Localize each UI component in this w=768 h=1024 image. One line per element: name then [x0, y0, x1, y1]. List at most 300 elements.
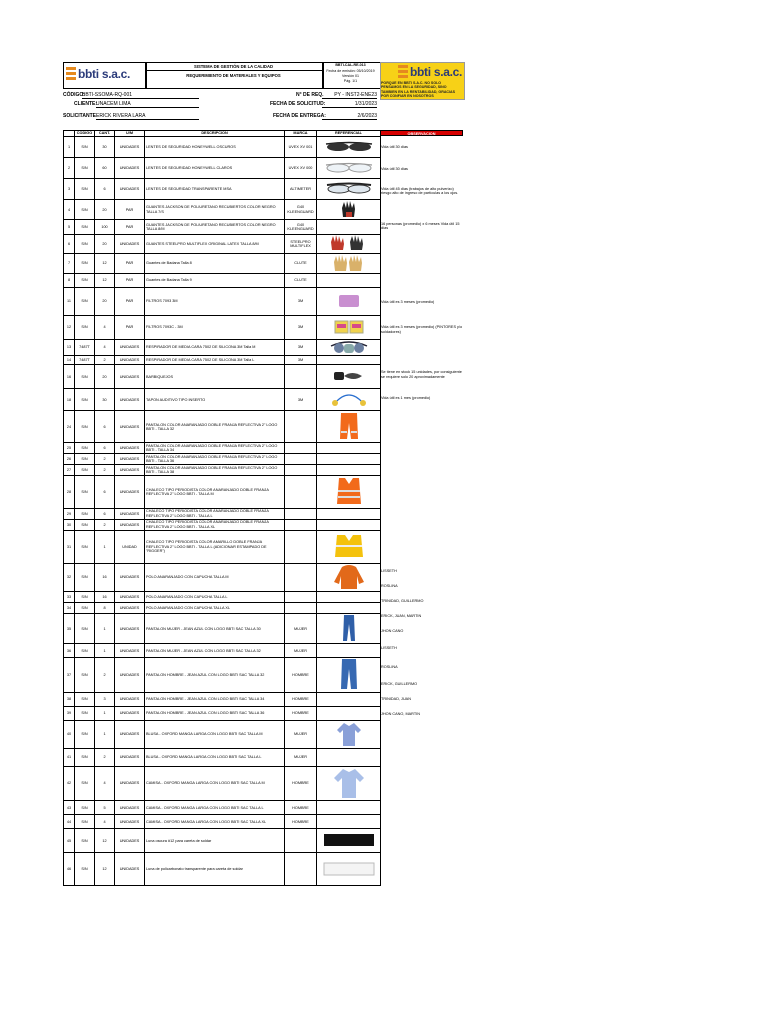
- row-number: 14: [64, 356, 75, 365]
- row-number: 8: [64, 273, 75, 287]
- row-codigo: S/N: [75, 720, 95, 748]
- row-codigo: S/N: [75, 389, 95, 411]
- system-title: SISTEMA DE GESTIÓN DE LA CALIDAD: [193, 64, 274, 69]
- table-row: [64, 748, 381, 766]
- row-descripcion: POLO ANARANJADO CON CAPUCHA TALLA L: [145, 592, 285, 603]
- row-observacion: [380, 722, 463, 747]
- col-header-cant: CANT.: [95, 131, 115, 137]
- row-marca: [285, 454, 317, 465]
- row-codigo: S/N: [75, 706, 95, 720]
- row-descripcion: PANTALON HOMBRE - JEAN AZUL CON LOGO BBTI SAC TALLA 32: [145, 658, 285, 692]
- row-descripcion: CAMISA - OXFORD MANGA LARGA CON LOGO BBTI SAC TALLA L: [145, 801, 285, 815]
- row-number: 31: [64, 530, 75, 563]
- row-descripcion: FILTROS 7093C - 3M: [145, 315, 285, 339]
- row-number: 35: [64, 614, 75, 644]
- row-referencial: [317, 443, 381, 454]
- chinstrap-icon: [332, 368, 366, 385]
- row-codigo: S/N: [75, 137, 95, 158]
- row-observacion: ERICK, JUAN, MARTIN: [381, 614, 422, 619]
- row-observacion: TRINIDAD, GUILLERMO: [381, 599, 424, 604]
- row-observacion: [380, 253, 463, 273]
- row-number: 13: [64, 339, 75, 355]
- row-cantidad: 5: [95, 801, 115, 815]
- row-marca: HOMBRE: [285, 801, 317, 815]
- row-marca: 3M: [285, 287, 317, 315]
- table-row: [64, 315, 381, 339]
- row-descripcion: RESPIRADOR DE MEDIA CARA 7502 DE SILICONA 3M Talla M: [145, 339, 285, 355]
- company-logo-left: bbti s.a.c.: [66, 67, 130, 81]
- row-observacion: [380, 352, 463, 362]
- table-row: [64, 658, 381, 692]
- row-marca: [285, 443, 317, 454]
- row-cantidad: 2: [95, 356, 115, 365]
- row-number: 34: [64, 603, 75, 614]
- row-unidad: PAR: [115, 273, 145, 287]
- doc-version: Versión 01: [342, 74, 359, 78]
- row-number: 3: [64, 179, 75, 200]
- table-row: [64, 692, 381, 706]
- slogan-text: PORQUE EN BBTI S.A.C. NO SOLO PENSAMOS EN LA SEGURIDAD, SINO TAMBIEN EN LA RENTABILIDAD, GRACIAS POR CONFIAR EN NOSOTROS: [381, 81, 456, 99]
- logo-mark-icon: [66, 67, 76, 81]
- row-codigo: S/N: [75, 200, 95, 220]
- row-referencial: [317, 158, 381, 179]
- row-codigo: S/N: [75, 766, 95, 800]
- table-row: [64, 829, 381, 853]
- row-unidad: UNIDADES: [115, 476, 145, 508]
- table-row: [64, 339, 381, 355]
- row-marca: UVEX XV 001: [285, 137, 317, 158]
- row-unidad: PAR: [115, 315, 145, 339]
- row-descripcion: BARBIQUEJOS: [145, 365, 285, 389]
- row-number: 27: [64, 465, 75, 476]
- row-observacion: ROSLINA: [381, 665, 398, 670]
- row-unidad: UNIDADES: [115, 815, 145, 829]
- row-codigo: S/N: [75, 801, 95, 815]
- row-descripcion: BLUSA - OXFORD MANGA LARGA CON LOGO BBTI SAC TALLA L: [145, 748, 285, 766]
- col-header-um: U/M: [115, 131, 145, 137]
- earplug-icon: [331, 391, 367, 408]
- row-unidad: UNIDADES: [115, 592, 145, 603]
- row-descripcion: RESPIRADOR DE MEDIA CARA 7502 DE SILICONA 3M Talla L: [145, 356, 285, 365]
- row-descripcion: LENTES DE SEGURIDAD HONEYWELL CLAROS: [145, 158, 285, 179]
- row-referencial: [317, 853, 381, 886]
- row-referencial: [317, 235, 381, 253]
- glove-red-icon: [329, 235, 369, 252]
- doc-title: REQUERIMIENTO DE MATERIALES Y EQUIPOS: [186, 73, 281, 78]
- row-descripcion: GUANTES JACKSON DE POLIURETANO RECUBIERTOS COLOR NEGRO TALLA 8/M: [145, 220, 285, 235]
- row-observacion: [380, 410, 463, 422]
- row-referencial: [317, 748, 381, 766]
- row-number: 40: [64, 720, 75, 748]
- row-observacion: LISSETH: [381, 646, 397, 651]
- row-referencial: [317, 766, 381, 800]
- row-codigo: S/N: [75, 530, 95, 563]
- row-cantidad: 12: [95, 853, 115, 886]
- row-codigo: S/N: [75, 287, 95, 315]
- hoodie-icon: [332, 564, 366, 591]
- observacion-column: [380, 136, 463, 781]
- row-referencial: [317, 411, 381, 443]
- row-descripcion: POLO ANARANJADO CON CAPUCHA TALLA M: [145, 563, 285, 591]
- cliente-value: UNACEM LIMA: [96, 101, 199, 108]
- row-number: 46: [64, 853, 75, 886]
- row-number: 25: [64, 443, 75, 454]
- row-unidad: UNIDADES: [115, 614, 145, 644]
- row-codigo: S/N: [75, 465, 95, 476]
- row-cantidad: 2: [95, 748, 115, 766]
- filter-pink-icon: [338, 294, 360, 309]
- row-cantidad: 12: [95, 253, 115, 273]
- table-row: [64, 530, 381, 563]
- requirements-table: [63, 130, 381, 886]
- pants-orange-icon: [338, 411, 360, 442]
- row-descripcion: CAMISA - OXFORD MANGA LARGA CON LOGO BBTI SAC TALLA M: [145, 766, 285, 800]
- row-marca: CLUTE: [285, 273, 317, 287]
- row-cantidad: 1: [95, 530, 115, 563]
- row-marca: HOMBRE: [285, 692, 317, 706]
- table-row: [64, 200, 381, 220]
- row-descripcion: CHALECO TIPO PERIODISTA COLOR ANARANJADO DOBLE FRANJA REFLECTIVA 2" LOGO BBTI - TALLA M: [145, 476, 285, 508]
- row-codigo: S/N: [75, 454, 95, 465]
- row-cantidad: 2: [95, 519, 115, 530]
- row-number: 29: [64, 508, 75, 519]
- row-observacion: ERICK, GUILLERMO: [381, 682, 418, 687]
- row-number: 1: [64, 137, 75, 158]
- doc-date: Fecha de emisión: 05/10/2019: [326, 69, 375, 73]
- row-unidad: UNIDADES: [115, 235, 145, 253]
- row-codigo: S/N: [75, 815, 95, 829]
- row-number: 39: [64, 706, 75, 720]
- row-descripcion: PANTALON COLOR ANARANJADO DOBLE FRANJA REFLECTIVA 2" LOGO BBTI - TALLA 34: [145, 443, 285, 454]
- filter-cart-icon: [334, 319, 364, 336]
- row-unidad: UNIDADES: [115, 519, 145, 530]
- row-number: 5: [64, 220, 75, 235]
- row-referencial: [317, 287, 381, 315]
- lens-clear-icon: [323, 861, 375, 878]
- row-marca: [285, 476, 317, 508]
- row-referencial: [317, 454, 381, 465]
- row-observacion: Se tiene en stock 15 unidades, por consiguiente se requiere solo 20 aproximadamente: [381, 370, 462, 379]
- row-codigo: S/N: [75, 508, 95, 519]
- row-marca: MUJER: [285, 720, 317, 748]
- row-descripcion: PANTALON COLOR ANARANJADO DOBLE FRANJA REFLECTIVA 2" LOGO BBTI - TALLA 38: [145, 465, 285, 476]
- lens-dark-icon: [323, 832, 375, 849]
- row-cantidad: 1: [95, 720, 115, 748]
- table-row: [64, 603, 381, 614]
- row-number: 2: [64, 158, 75, 179]
- row-number: 43: [64, 801, 75, 815]
- table-row: [64, 766, 381, 800]
- row-marca: [285, 592, 317, 603]
- row-referencial: [317, 658, 381, 692]
- row-codigo: S/N: [75, 829, 95, 853]
- row-cantidad: 20: [95, 200, 115, 220]
- row-marca: [285, 365, 317, 389]
- row-cantidad: 20: [95, 365, 115, 389]
- row-observacion: Vida útil 30 días: [381, 144, 408, 149]
- glasses-clear-icon: [324, 161, 374, 174]
- row-observacion: [380, 234, 463, 253]
- table-row: [64, 614, 381, 644]
- row-descripcion: PANTALON COLOR ANARANJADO DOBLE FRANJA REFLECTIVA 2" LOGO BBTI - TALLA 36: [145, 454, 285, 465]
- table-row: [64, 592, 381, 603]
- table-row: [64, 720, 381, 748]
- row-number: 41: [64, 748, 75, 766]
- row-cantidad: 30: [95, 137, 115, 158]
- col-header-codigo: CODIGO: [75, 131, 95, 137]
- fecha-solicitud-value: 1/31/2023: [322, 101, 377, 108]
- row-descripcion: CHALECO TIPO PERIODISTA COLOR ANARANJADO DOBLE FRANJA REFLECTIVA 2" LOGO BBTI - TALLA L: [145, 508, 285, 519]
- table-row: [64, 508, 381, 519]
- row-referencial: [317, 508, 381, 519]
- fecha-entrega-value: 2/6/2023: [322, 113, 377, 120]
- row-descripcion: FILTROS 7093 3M: [145, 287, 285, 315]
- divider: [145, 70, 323, 71]
- row-codigo: S/N: [75, 443, 95, 454]
- row-marca: 3M: [285, 389, 317, 411]
- row-referencial: [317, 530, 381, 563]
- row-codigo: S/N: [75, 614, 95, 644]
- row-observacion: [380, 482, 463, 494]
- row-referencial: [317, 389, 381, 411]
- row-observacion: JHON CANO, MARTIN: [381, 712, 420, 717]
- row-referencial: [317, 356, 381, 365]
- row-descripcion: Luna oscura #12 para careta de soldar: [145, 829, 285, 853]
- sunglasses-dark-icon: [324, 140, 374, 153]
- row-unidad: UNIDAD: [115, 530, 145, 563]
- row-referencial: [317, 273, 381, 287]
- row-observacion: Vida útil es 3 meses (promedio) (PINTORES y/o soldadores): [381, 325, 463, 334]
- row-codigo: S/N: [75, 158, 95, 179]
- glove-leather-icon: [332, 254, 366, 273]
- row-descripcion: GUANTES JACKSON DE POLIURETANO RECUBIERTOS COLOR NEGRO TALLA 7/S: [145, 200, 285, 220]
- row-descripcion: Guantes de Badana Talla 8: [145, 253, 285, 273]
- row-codigo: S/N: [75, 411, 95, 443]
- row-codigo: S/N: [75, 692, 95, 706]
- row-referencial: [317, 339, 381, 355]
- row-marca: [285, 829, 317, 853]
- row-cantidad: 16: [95, 592, 115, 603]
- col-header-descripcion: DESCRIPCION: [145, 131, 285, 137]
- codigo-value: BBTI-SSOMA-RQ-001: [82, 92, 199, 99]
- row-marca: [285, 411, 317, 443]
- row-unidad: UNIDADES: [115, 603, 145, 614]
- row-descripcion: PANTALON COLOR ANARANJADO DOBLE FRANJA REFLECTIVA 2" LOGO BBTI - TALLA 32: [145, 411, 285, 443]
- row-marca: HOMBRE: [285, 658, 317, 692]
- row-codigo: S/N: [75, 365, 95, 389]
- shirt-icon: [333, 767, 365, 800]
- table-row: [64, 356, 381, 365]
- row-number: 44: [64, 815, 75, 829]
- row-cantidad: 12: [95, 273, 115, 287]
- vest-yellow-icon: [333, 533, 365, 560]
- row-unidad: UNIDADES: [115, 644, 145, 658]
- table-row: [64, 273, 381, 287]
- row-marca: UVEX XV 000: [285, 158, 317, 179]
- table-row: [64, 801, 381, 815]
- row-number: 18: [64, 389, 75, 411]
- row-cantidad: 20: [95, 287, 115, 315]
- row-number: 38: [64, 692, 75, 706]
- row-observacion: Vida útil es 1 mes (promedio): [381, 396, 431, 401]
- col-header-observacion: OBSERVACION: [407, 132, 436, 136]
- table-row: [64, 465, 381, 476]
- row-cantidad: 30: [95, 389, 115, 411]
- row-cantidad: 4: [95, 815, 115, 829]
- row-unidad: PAR: [115, 253, 145, 273]
- row-observacion: Vida útil 30 días: [381, 166, 408, 171]
- row-number: 16: [64, 365, 75, 389]
- row-unidad: UNIDADES: [115, 508, 145, 519]
- row-cantidad: 3: [95, 692, 115, 706]
- row-observacion: [380, 422, 463, 434]
- table-row: [64, 137, 381, 158]
- row-codigo: S/N: [75, 476, 95, 508]
- row-number: 42: [64, 766, 75, 800]
- table-row: [64, 389, 381, 411]
- table-row: [64, 158, 381, 179]
- row-number: 11: [64, 287, 75, 315]
- col-header-marca: MARCA: [285, 131, 317, 137]
- row-descripcion: PANTALON HOMBRE - JEAN AZUL CON LOGO BBTI SAC TALLA 36: [145, 706, 285, 720]
- row-unidad: UNIDADES: [115, 454, 145, 465]
- solicitante-value: ERICK RIVERA LARA: [96, 113, 199, 120]
- row-referencial: [317, 706, 381, 720]
- row-cantidad: 2: [95, 454, 115, 465]
- row-number: 26: [64, 454, 75, 465]
- row-unidad: UNIDADES: [115, 801, 145, 815]
- row-observacion: [380, 458, 463, 470]
- row-codigo: S/N: [75, 235, 95, 253]
- table-row: [64, 235, 381, 253]
- row-codigo: S/N: [75, 748, 95, 766]
- row-observacion: ROSLINA: [381, 584, 398, 589]
- row-unidad: UNIDADES: [115, 563, 145, 591]
- row-marca: [285, 563, 317, 591]
- row-cantidad: 4: [95, 766, 115, 800]
- row-referencial: [317, 253, 381, 273]
- row-descripcion: Guantes de Badana Talla 9: [145, 273, 285, 287]
- row-observacion: [380, 273, 463, 288]
- row-unidad: UNIDADES: [115, 389, 145, 411]
- row-unidad: UNIDADES: [115, 829, 145, 853]
- row-referencial: [317, 465, 381, 476]
- row-observacion: JHON CANO: [381, 629, 404, 634]
- row-marca: MUJER: [285, 644, 317, 658]
- row-descripcion: PANTALON MUJER - JEAN AZUL CON LOGO BBTI SAC TALLA 30: [145, 614, 285, 644]
- row-referencial: [317, 692, 381, 706]
- row-cantidad: 1: [95, 614, 115, 644]
- row-cantidad: 16: [95, 563, 115, 591]
- row-codigo: S/N: [75, 519, 95, 530]
- col-header-referencial: REFERENCIAL: [317, 131, 381, 137]
- row-marca: CLUTE: [285, 253, 317, 273]
- row-observacion: [380, 470, 463, 482]
- row-number: 30: [64, 519, 75, 530]
- row-number: 24: [64, 411, 75, 443]
- row-unidad: UNIDADES: [115, 158, 145, 179]
- row-marca: [285, 530, 317, 563]
- row-unidad: UNIDADES: [115, 706, 145, 720]
- doc-code: BBTI-CAL-RE-013: [335, 63, 366, 67]
- row-unidad: PAR: [115, 220, 145, 235]
- row-descripcion: BLUSA - OXFORD MANGA LARGA CON LOGO BBTI SAC TALLA M: [145, 720, 285, 748]
- nreq-value: PY - INST2-ENE23: [322, 92, 377, 99]
- row-cantidad: 60: [95, 158, 115, 179]
- nreq-label: N° DE REQ.: [296, 92, 324, 98]
- row-cantidad: 4: [95, 315, 115, 339]
- row-codigo: S/N: [75, 179, 95, 200]
- row-descripcion: PANTALON MUJER - JEAN AZUL CON LOGO BBTI SAC TALLA 32: [145, 644, 285, 658]
- row-cantidad: 1: [95, 644, 115, 658]
- table-row: [64, 519, 381, 530]
- row-marca: [285, 853, 317, 886]
- row-cantidad: 2: [95, 465, 115, 476]
- row-cantidad: 6: [95, 443, 115, 454]
- row-cantidad: 8: [95, 603, 115, 614]
- fecha-solicitud-label: FECHA DE SOLICITUD:: [270, 101, 326, 107]
- row-codigo: S/N: [75, 658, 95, 692]
- logo-mark-icon: [398, 65, 408, 79]
- row-observacion: [380, 747, 463, 781]
- row-marca: ALTIMETER: [285, 179, 317, 200]
- row-codigo: S/N: [75, 220, 95, 235]
- row-unidad: UNIDADES: [115, 339, 145, 355]
- row-unidad: UNIDADES: [115, 365, 145, 389]
- row-referencial: [317, 603, 381, 614]
- row-number: 12: [64, 315, 75, 339]
- row-marca: HOMBRE: [285, 815, 317, 829]
- row-unidad: UNIDADES: [115, 658, 145, 692]
- row-descripcion: PANTALON HOMBRE - JEAN AZUL CON LOGO BBTI SAC TALLA 34: [145, 692, 285, 706]
- row-unidad: UNIDADES: [115, 465, 145, 476]
- row-referencial: [317, 815, 381, 829]
- row-number: 33: [64, 592, 75, 603]
- row-marca: HOMBRE: [285, 706, 317, 720]
- table-row: [64, 443, 381, 454]
- row-unidad: UNIDADES: [115, 748, 145, 766]
- row-number: 36: [64, 644, 75, 658]
- row-observacion: [380, 528, 463, 540]
- row-observacion: Vida útil es 3 meses (promedio): [381, 300, 435, 305]
- row-referencial: [317, 720, 381, 748]
- row-codigo: S/N: [75, 853, 95, 886]
- respirator-icon: [329, 340, 369, 355]
- row-cantidad: 2: [95, 658, 115, 692]
- table-row: [64, 365, 381, 389]
- table-row: [64, 815, 381, 829]
- table-row: [64, 220, 381, 235]
- row-cantidad: 100: [95, 220, 115, 235]
- row-marca: G40 KLEENGUARD: [285, 200, 317, 220]
- row-observacion: [380, 540, 463, 552]
- row-descripcion: CHALECO TIPO PERIODISTA COLOR AMARILLO DOBLE FRANJA REFLECTIVA 2" LOGO BBTI - TALLA L (ADICIONAR ESTAMPADO DE "RIGGER"): [145, 530, 285, 563]
- row-number: 6: [64, 235, 75, 253]
- row-descripcion: CHALECO TIPO PERIODISTA COLOR ANARANJADO DOBLE FRANJA REFLECTIVA 2" LOGO BBTI - TALLA XL: [145, 519, 285, 530]
- row-descripcion: POLO ANARANJADO CON CAPUCHA TALLA XL: [145, 603, 285, 614]
- row-marca: STEELPRO MULTIFLEX: [285, 235, 317, 253]
- row-marca: [285, 519, 317, 530]
- table-row: [64, 411, 381, 443]
- row-observacion: [380, 552, 463, 564]
- blouse-icon: [336, 721, 362, 748]
- row-marca: G40 KLEENGUARD: [285, 220, 317, 235]
- row-marca: [285, 508, 317, 519]
- row-observacion: 16 personas (promedio) x 6 meses Vida útil 15 días: [381, 221, 460, 230]
- row-codigo: S/N: [75, 253, 95, 273]
- row-marca: [285, 465, 317, 476]
- row-codigo: S/N: [75, 563, 95, 591]
